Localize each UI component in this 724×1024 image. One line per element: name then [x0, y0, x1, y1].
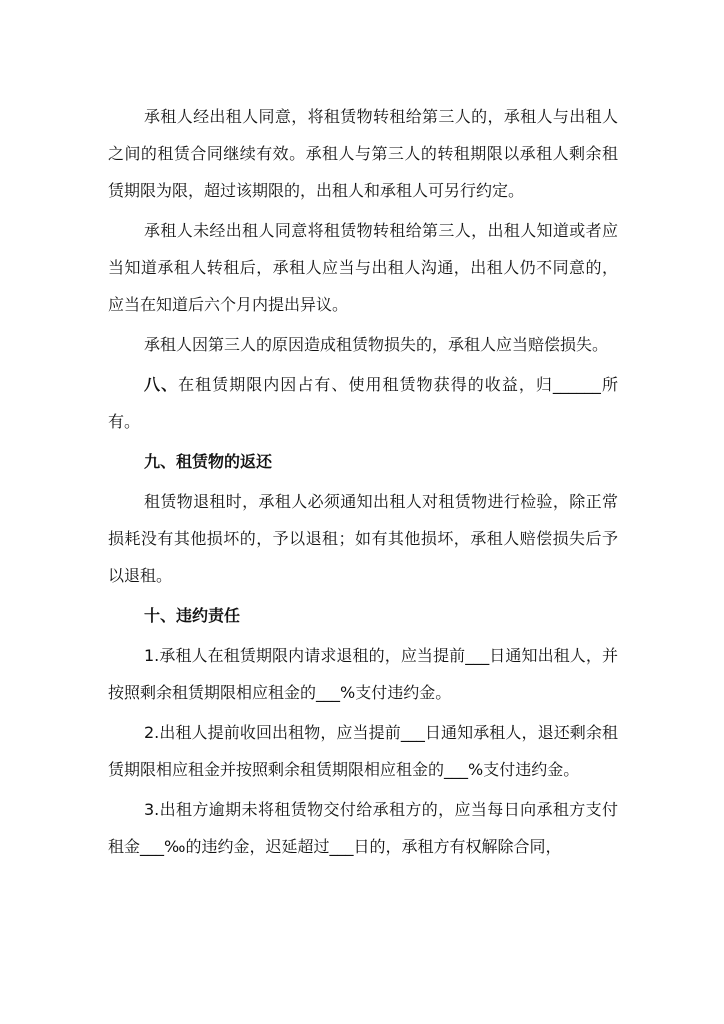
section-10-item-2: 2.出租人提前收回出租物，应当提前___日通知承租人，退还剩余租赁期限相应租金并按照剩余租赁期限相应租金的___%支付违约金。 [108, 723, 618, 779]
section-8-number: 八、 [144, 375, 179, 394]
document-page [108, 98, 618, 868]
section-9-heading: 九、租赁物的返还 [144, 452, 273, 471]
section-10-item-3: 3.出租方逾期未将租赁物交付给承租方的，应当每日向承租方支付租金___‰的违约金，迟延超过___日的，承租方有权解除合同， [108, 800, 618, 856]
paragraph-sublease-no-consent: 承租人未经出租人同意将租赁物转租给第三人，出租人知道或者应当知道承租人转租后，承租人应当与出租人沟通，出租人仍不同意的，应当在知道后六个月内提出异议。 [108, 221, 618, 314]
section-10-heading: 十、违约责任 [144, 606, 241, 625]
section-10-item-1: 1.承租人在租赁期限内请求退租的，应当提前___日通知出租人，并按照剩余租赁期限相应租金的___%支付违约金。 [108, 646, 618, 702]
section-8-text: 在租赁期限内因占有、使用租赁物获得的收益，归______所有。 [108, 375, 618, 431]
section-8-paragraph [108, 366, 618, 440]
paragraph-third-party-loss: 承租人因第三人的原因造成租赁物损失的，承租人应当赔偿损失。 [144, 335, 609, 354]
section-9-text: 租赁物退租时，承租人必须通知出租人对租赁物进行检验，除正常损耗没有其他损坏的，予以退租；如有其他损坏，承租人赔偿损失后予以退租。 [108, 492, 618, 585]
paragraph-sublease-consent: 承租人经出租人同意，将租赁物转租给第三人的，承租人与出租人之间的租赁合同继续有效。承租人与第三人的转租期限以承租人剩余租赁期限为限，超过该期限的，出租人和承租人可另行约定。 [108, 107, 618, 200]
